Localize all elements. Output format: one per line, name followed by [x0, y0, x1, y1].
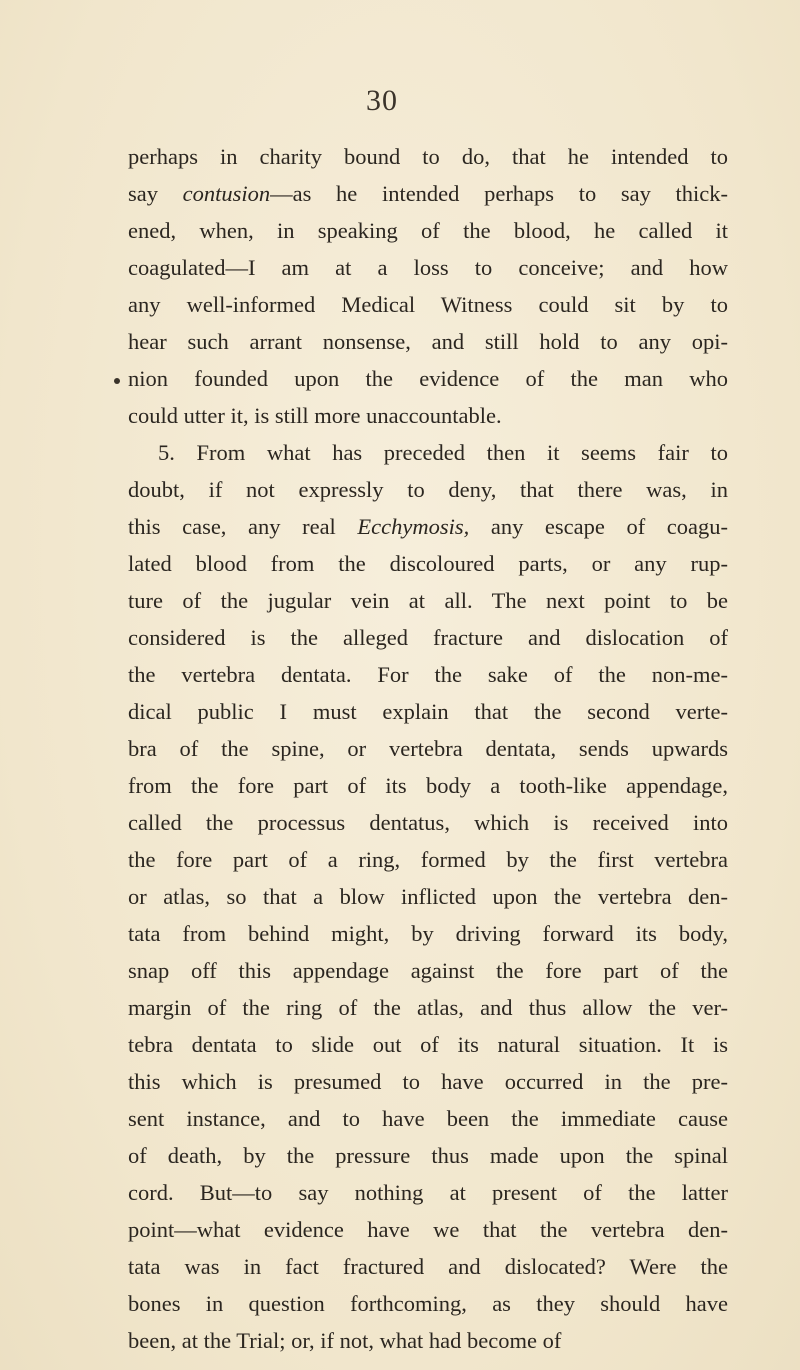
text-run: cord. But—to say nothing at present of the latter [128, 1180, 728, 1205]
text-run: ture of the jugular vein at all. The next point to be [128, 588, 728, 613]
text-run: coagulated—I am at a loss to conceive; and how [128, 255, 728, 280]
text-run: the vertebra dentata. For the sake of the non-me- [128, 662, 728, 687]
text-line [128, 508, 728, 545]
text-line [128, 1211, 728, 1248]
text-line [128, 582, 728, 619]
text-run: bones in question forthcoming, as they should have [128, 1291, 728, 1316]
text-line [128, 878, 728, 915]
text-run: dical public I must explain that the second verte- [128, 699, 728, 724]
text-line [128, 1026, 728, 1063]
text-run: lated blood from the discoloured parts, or any rup- [128, 551, 728, 576]
text-run: point—what evidence have we that the vertebra den- [128, 1217, 728, 1242]
text-line [128, 656, 728, 693]
text-run: doubt, if not expressly to deny, that there was, in [128, 477, 728, 502]
text-line [128, 1137, 728, 1174]
text-run: this which is presumed to have occurred in the pre- [128, 1069, 728, 1094]
text-line [128, 138, 728, 175]
text-run: of death, by the pressure thus made upon the spinal [128, 1143, 728, 1168]
text-line [128, 989, 728, 1026]
text-run: or atlas, so that a blow inflicted upon the vertebra den- [128, 884, 728, 909]
text-line [128, 1100, 728, 1137]
text-run: hear such arrant nonsense, and still hold to any opi- [128, 329, 728, 354]
ink-spot [114, 378, 120, 384]
text-run: considered is the alleged fracture and dislocation of [128, 625, 728, 650]
text-line [128, 1174, 728, 1211]
text-line [128, 471, 728, 508]
text-line [128, 804, 728, 841]
text-run: perhaps in charity bound to do, that he intended to [128, 144, 728, 169]
text-run: 5. From what has preceded then it seems fair to [158, 440, 728, 465]
text-run: been, at the Trial; or, if not, what had become of [128, 1328, 562, 1353]
text-line [128, 323, 728, 360]
text-run: ened, when, in speaking of the blood, he called it [128, 218, 728, 243]
text-line [128, 619, 728, 656]
text-line [128, 1285, 728, 1322]
text-line [128, 1322, 728, 1359]
text-run: margin of the ring of the atlas, and thus allow the ver- [128, 995, 728, 1020]
text-line [128, 693, 728, 730]
text-line [128, 175, 728, 212]
text-run: could utter it, is still more unaccountable. [128, 403, 502, 428]
text-line [128, 767, 728, 804]
text-line [128, 249, 728, 286]
text-run: tebra dentata to slide out of its natural situation. It is [128, 1032, 728, 1057]
text-line [128, 434, 728, 471]
italic-term: Ecchymosis, [357, 514, 470, 539]
text-run: tata was in fact fractured and dislocated? Were the [128, 1254, 728, 1279]
text-line [128, 212, 728, 249]
page-number: 30 [366, 84, 398, 117]
text-run: from the fore part of its body a tooth-like appendage, [128, 773, 728, 798]
text-line [128, 952, 728, 989]
text-line [128, 360, 728, 397]
text-run: the fore part of a ring, formed by the first vertebra [128, 847, 728, 872]
text-line [128, 730, 728, 767]
text-run: say [128, 181, 183, 206]
text-run: tata from behind might, by driving forward its body, [128, 921, 728, 946]
text-run: —as he intended perhaps to say thick- [270, 181, 728, 206]
text-line [128, 397, 728, 434]
text-line [128, 545, 728, 582]
text-run: nion founded upon the evidence of the man who [128, 366, 728, 391]
text-line [128, 1248, 728, 1285]
text-line [128, 841, 728, 878]
text-run: any well-informed Medical Witness could sit by to [128, 292, 728, 317]
text-run: called the processus dentatus, which is received into [128, 810, 728, 835]
text-run: bra of the spine, or vertebra dentata, sends upwards [128, 736, 728, 761]
text-run: any escape of coagu- [469, 514, 728, 539]
text-run: snap off this appendage against the fore part of the [128, 958, 728, 983]
italic-term: contusion [182, 181, 271, 206]
body-text [128, 138, 728, 1359]
text-run: this case, any real [128, 514, 358, 539]
text-line [128, 1063, 728, 1100]
text-line [128, 286, 728, 323]
text-run: sent instance, and to have been the immediate cause [128, 1106, 728, 1131]
text-line [128, 915, 728, 952]
